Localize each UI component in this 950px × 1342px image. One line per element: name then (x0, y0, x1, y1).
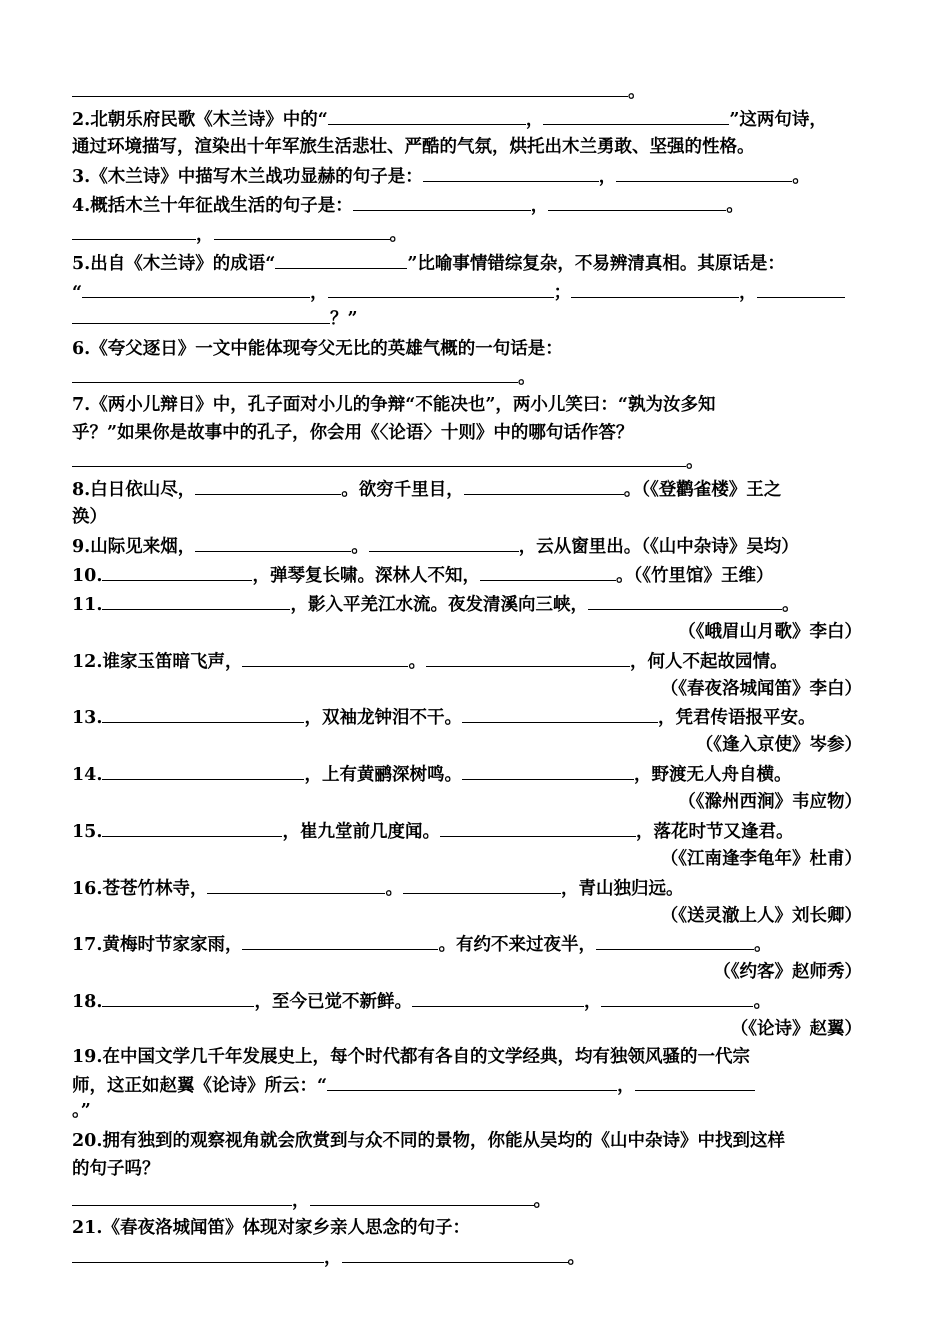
answer-blank[interactable] (102, 820, 282, 837)
question-6: 6.《夸父逐日》一文中能体现夸父无比的英雄气概的一句话是： (72, 339, 563, 359)
question-5-cont: “ ， ； ， (72, 281, 888, 304)
question-1-tail: 。 (72, 80, 888, 103)
question-19-end: 。” (72, 1101, 91, 1121)
question-21: 21.《春夜洛城闻笛》体现对家乡亲人思念的句子： (72, 1218, 470, 1238)
answer-blank[interactable] (72, 223, 196, 240)
answer-blank[interactable] (342, 1246, 568, 1263)
question-8-cont: 涣） (72, 507, 107, 527)
answer-blank[interactable] (412, 990, 584, 1007)
answer-blank[interactable] (310, 1189, 534, 1206)
answer-blank[interactable] (72, 307, 330, 324)
question-14: 14. ，上有黄鹂深树鸣。 ，野渡无人舟自横。 (72, 765, 792, 785)
answer-blank[interactable] (214, 223, 390, 240)
answer-blank[interactable] (462, 763, 634, 780)
question-16: 16.苍苍竹林寺， 。 ，青山独归远。 (72, 879, 684, 899)
answer-blank[interactable] (72, 450, 686, 467)
answer-blank[interactable] (353, 194, 531, 211)
answer-blank[interactable] (369, 535, 519, 552)
answer-blank[interactable] (757, 281, 845, 298)
answer-blank[interactable] (82, 281, 310, 298)
question-7-cont: 乎？”如果你是故事中的孔子，你会用《〈论语〉十则》中的哪句话作答？ (72, 423, 634, 443)
question-13: 13. ，双袖龙钟泪不干。 ，凭君传语报平安。 (72, 708, 816, 728)
question-8: 8.白日依山尽， 。欲穷千里目， 。（《登鹳雀楼》王之 (72, 480, 782, 500)
answer-blank[interactable] (426, 650, 630, 667)
question-5: 5.出自《木兰诗》的成语“ ”比喻事情错综复杂，不易辨清真相。其原话是： (72, 254, 785, 274)
answer-blank[interactable] (242, 933, 438, 950)
question-15: 15. ，崔九堂前几度闻。 ，落花时节又逢君。 (72, 822, 794, 842)
answer-blank[interactable] (440, 820, 636, 837)
answer-blank[interactable] (464, 478, 624, 495)
answer-blank[interactable] (480, 564, 616, 581)
answer-blank[interactable] (596, 933, 754, 950)
source-14: （《滁州西涧》韦应物） (678, 792, 862, 812)
answer-blank[interactable] (327, 1074, 617, 1091)
answer-blank[interactable] (102, 564, 252, 581)
answer-blank[interactable] (195, 535, 351, 552)
answer-blank[interactable] (571, 281, 739, 298)
source-11: （《峨眉山月歌》李白） (678, 622, 862, 642)
question-3: 3.《木兰诗》中描写木兰战功显赫的句子是： ， 。 (72, 167, 810, 187)
source-18: （《论诗》赵翼） (730, 1019, 862, 1039)
answer-blank[interactable] (275, 252, 407, 269)
answer-blank[interactable] (195, 478, 341, 495)
question-11: 11. ，影入平羌江水流。夜发清溪向三峡， 。 (72, 595, 800, 615)
answer-blank[interactable] (242, 650, 408, 667)
answer-blank[interactable] (72, 80, 628, 97)
answer-blank[interactable] (601, 990, 753, 1007)
question-4-cont: ， 。 (72, 223, 888, 246)
question-7-answer: 。 (72, 450, 888, 473)
answer-blank[interactable] (543, 108, 729, 125)
question-21-answer: ， 。 (72, 1246, 888, 1269)
answer-blank[interactable] (72, 366, 518, 383)
answer-blank[interactable] (102, 763, 304, 780)
question-6-answer: 。 (72, 366, 888, 389)
answer-blank[interactable] (462, 706, 658, 723)
question-2: 2.北朝乐府民歌《木兰诗》中的“ ， ”这两句诗， (72, 110, 827, 130)
answer-blank[interactable] (403, 877, 561, 894)
answer-blank[interactable] (72, 1246, 324, 1263)
answer-blank[interactable] (328, 108, 526, 125)
source-12: （《春夜洛城闻笛》李白） (660, 679, 862, 699)
answer-blank[interactable] (588, 593, 782, 610)
question-20-answer: ， 。 (72, 1189, 888, 1212)
question-20-cont: 的句子吗？ (72, 1159, 160, 1179)
source-17: （《约客》赵师秀） (713, 962, 862, 982)
question-20: 20.拥有独到的观察视角就会欣赏到与众不同的景物，你能从吴均的《山中杂诗》中找到这样 (72, 1131, 785, 1151)
question-18: 18. ，至今已觉不新鲜。 ， 。 (72, 992, 771, 1012)
source-16: （《送灵澈上人》刘长卿） (660, 906, 862, 926)
question-4: 4.概括木兰十年征战生活的句子是： ， 。 (72, 196, 744, 216)
answer-blank[interactable] (616, 165, 792, 182)
answer-blank[interactable] (423, 165, 599, 182)
answer-blank[interactable] (102, 593, 290, 610)
question-5-end: ？” (72, 307, 888, 330)
answer-blank[interactable] (102, 990, 254, 1007)
answer-blank[interactable] (548, 194, 726, 211)
question-19: 19.在中国文学几千年发展史上，每个时代都有各自的文学经典，均有独领风骚的一代宗 (72, 1047, 750, 1067)
answer-blank[interactable] (328, 281, 554, 298)
answer-blank[interactable] (635, 1074, 755, 1091)
question-12: 12.谁家玉笛暗飞声， 。 ，何人不起故园情。 (72, 652, 788, 672)
question-9: 9.山际见来烟， 。 ，云从窗里出。（《山中杂诗》吴均） (72, 537, 799, 557)
question-7: 7.《两小儿辩日》中，孔子面对小儿的争辩“不能决也”，两小儿笑曰：“孰为汝多知 (72, 395, 716, 415)
question-19-cont: 师，这正如赵翼《论诗》所云：“ ， (72, 1074, 888, 1097)
source-15: （《江南逢李龟年》杜甫） (660, 849, 862, 869)
answer-blank[interactable] (72, 1189, 292, 1206)
answer-blank[interactable] (207, 877, 385, 894)
source-13: （《逢入京使》岑参） (695, 735, 862, 755)
question-2-cont: 通过环境描写，渲染出十年军旅生活悲壮、严酷的气氛，烘托出木兰勇敢、坚强的性格。 (72, 137, 755, 157)
answer-blank[interactable] (102, 706, 304, 723)
question-17: 17.黄梅时节家家雨， 。有约不来过夜半， 。 (72, 935, 772, 955)
question-10: 10. ，弹琴复长啸。深林人不知， 。（《竹里馆》王维） (72, 566, 774, 586)
